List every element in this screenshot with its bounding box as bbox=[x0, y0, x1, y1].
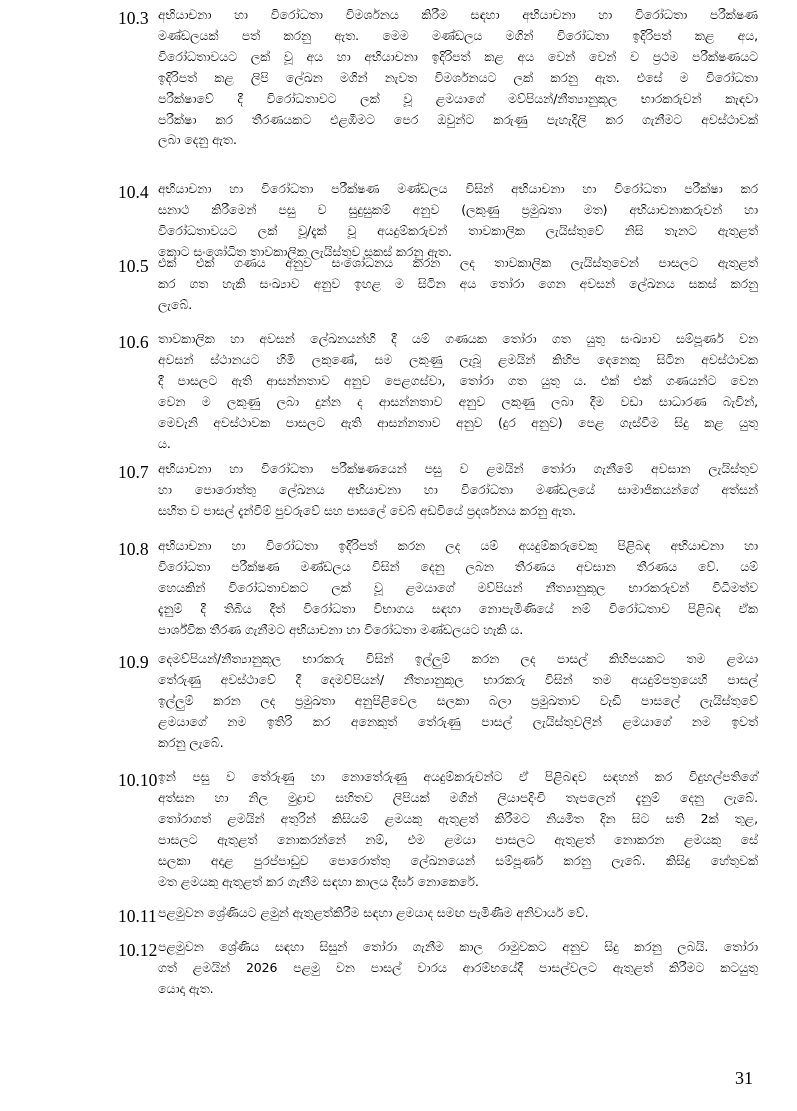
text-line: ඉන් පසු ව තේරුණු හා නොතේරුණු අයදුම්කරුවන්ට ඒ පිළිබඳව සඳහන් කර විදුහල්පතිගේ bbox=[158, 769, 758, 784]
text-line: පරීක්ෂාවේ දී විරෝධතාවට ලක් වූ ළමයාගේ මව්පියන්/නීත්‍යානුකූල භාරකරුවන් කැඳවා bbox=[158, 90, 758, 106]
paragraph-text bbox=[158, 649, 758, 754]
page-number: 31 bbox=[735, 1068, 753, 1088]
paragraph-number: 10.3 bbox=[118, 8, 149, 28]
paragraph-10-3 bbox=[118, 5, 758, 151]
paragraph-10-9 bbox=[118, 649, 758, 754]
paragraph-number: 10.6 bbox=[118, 332, 149, 352]
text-line: අභියාචනා හා විරෝධතා පරීක්ෂණයෙන් පසු ව ළමයින් තෝරා ගැනීමේ අවසාන ලැයිස්තුව bbox=[158, 461, 758, 476]
text-line: යොදා ඇත. bbox=[158, 980, 214, 996]
text-line: ඉල්ලුම් කරන ලද ප්‍රමුඛතා අනුපිළිවෙල සලකා බලා ප්‍රමුඛතාව වැඩි පාසලේ ලැයිස්තුවේ bbox=[158, 692, 758, 708]
text-line: සහිත ව පාසල් දැන්වීම් පුවරුවේ සහ පාසලේ වෙබ් අඩවියේ ප්‍රදර්ශනය කරනු ඇත. bbox=[158, 502, 576, 518]
text-line: තේරුණු අවස්ථාවේ දී දෙමව්පියන්/ නීත්‍යානුකූල භාරකරු විසින් තම අයදුම්පත්‍රයෙහි පාසල් bbox=[158, 671, 758, 687]
paragraph-10-6 bbox=[118, 329, 758, 454]
paragraph-10-10 bbox=[118, 767, 758, 892]
paragraph-number: 10.5 bbox=[118, 256, 149, 276]
paragraph-text bbox=[158, 937, 758, 1000]
text-line: කරනු ලැබේ. bbox=[158, 734, 224, 750]
paragraph-text bbox=[158, 5, 758, 151]
text-line: ගත් ළමයින් 2026 පළමු වන පාසල් වාරය ආරම්භයේදී පාසල්වලට ඇතුළත් කිරීමට කටයුතු bbox=[158, 959, 758, 975]
paragraph-10-4 bbox=[118, 179, 758, 263]
paragraph-number: 10.4 bbox=[118, 182, 149, 202]
text-line: ය. bbox=[158, 435, 171, 451]
paragraph-10-12 bbox=[118, 937, 758, 1000]
text-line: සලකා අදාළ පුරප්පාඩුව පොරොත්තු ලේඛනයෙන් සම්පූර්ණ කරනු ලැබේ. කිසිදු හේතුවක් bbox=[158, 852, 758, 868]
paragraph-text bbox=[158, 329, 758, 454]
text-line: මෙවැනි අවස්ථාවක පාසලට ඇති ආසන්නතාව අනුව (දුර අනුව) පෙළ ගැස්වීම සිදු කළ යුතු bbox=[158, 414, 758, 430]
paragraph-text bbox=[158, 536, 758, 641]
paragraph-number: 10.7 bbox=[118, 462, 149, 482]
paragraph-10-7 bbox=[118, 459, 758, 522]
text-line: දී පාසලට ඇති ආසන්නතාව අනුව පෙළගස්වා, තෝරා ගත යුතු ය. එක් එක් ගණයන්ට වෙන bbox=[158, 372, 758, 388]
text-line: ලබා දෙනු ඇත. bbox=[158, 132, 237, 148]
text-line: මණ්ඩලයක් පත් කරනු ඇත. මෙම මණ්ඩලය මගින් විරෝධතා ඉදිරිපත් කළ අය, bbox=[158, 27, 758, 43]
paragraph-10-11 bbox=[118, 903, 758, 924]
paragraph-number: 10.12 bbox=[118, 940, 158, 960]
paragraph-number: 10.10 bbox=[118, 770, 158, 790]
paragraph-number: 10.11 bbox=[118, 906, 157, 926]
paragraph-10-8 bbox=[118, 536, 758, 641]
text-line: අත්සන හා නිල මුද්‍රාව සහිතව ලිපියක් මගින් ලියාපදිංචි තැපලෙන් දැනුම් දෙනු ලැබේ. bbox=[158, 789, 758, 805]
text-line: අභියාචනා හා විරෝධතා ඉදිරිපත් කරන ලද යම් අයදුම්කරුවෙකු පිළිබඳ අභියාචනා හා bbox=[158, 538, 758, 553]
paragraph-text bbox=[158, 459, 758, 522]
paragraph-10-5 bbox=[118, 253, 758, 316]
text-line: හා පොරොත්තු ලේඛනය අභියාචනා හා විරෝධතා මණ්ඩලයේ සාමාජිකයන්ගේ අත්සන් bbox=[158, 481, 758, 497]
text-line: පාසලට ඇතුළත් නොකරන්නේ නම්, එම ළමයා පාසලට ඇතුළත් නොකරන ළමයකු සේ bbox=[158, 831, 758, 847]
text-line: ලැබේ. bbox=[158, 296, 193, 312]
text-line: මත ළමයකු ඇතුළත් කර ගැනීම සඳහා කාලය දීර්ඝ නොකෙරේ. bbox=[158, 873, 479, 889]
paragraph-text bbox=[158, 253, 758, 316]
text-line: පාර්ශ්වික තීරණ ගැනීමට අභියාචනා හා විරෝධතා මණ්ඩලයට හැකි ය. bbox=[158, 621, 524, 637]
text-line: පළමුවන ශ්‍රේණිය සඳහා සිසුන් තෝරා ගැනීම කාල රාමුවකට අනුව සිදු කරනු ලබයි. තෝරා bbox=[158, 939, 758, 954]
text-line: තාවකාලික හා අවසන් ලේඛනයන්හි දී යම් ගණයක තෝරා ගත යුතු සංඛ්‍යාව සම්පූර්ණ වන bbox=[158, 331, 758, 346]
text-line: විරෝධතා පරීක්ෂණ මණ්ඩලය විසින් දෙනු ලබන තීරණය අවසාන තීරණය වේ. යම් bbox=[158, 558, 758, 574]
paragraph-number: 10.9 bbox=[118, 652, 149, 672]
text-line: වෙන ම ලකුණු ලබා දුන්න ද ආසන්නතාව අනුව ලකුණු ලබා දීම වඩා සාධාරණ බැවින්, bbox=[158, 393, 758, 409]
text-line: විරෝධතාවයට ලක් වූ/දැක් වූ අයදුම්කරුවන් තාවකාලික ලැයිස්තුවේ නිසි තැනට ඇතුළත් bbox=[158, 222, 758, 238]
text-line: දෙමව්පියන්/නීත්‍යානුකූල භාරකරු විසින් ඉල්ලුම් කරන ලද පාසල් කිහිපයකට තම ළමයා bbox=[158, 651, 758, 666]
paragraph-text bbox=[158, 179, 758, 263]
text-line: හෙයකින් විරෝධතාවකට ලක් වූ ළමයාගේ මව්පියන් නීත්‍යානුකූල භාරකරුවන් විධිමත්ව bbox=[158, 579, 758, 595]
text-line: පළමුවන ශ්‍රේණියට ළමුන් ඇතුළත්කිරීම සඳහා ළමයාද සමඟ පැමිණීම අනිවාර්ය වේ. bbox=[158, 905, 589, 920]
text-line: තෝරාගත් ළමයින් අතුරින් කිසියම් ළමයකු ඇතුළත් කිරීමට නියමිත දින සිට සති 2ක් තුළ, bbox=[158, 810, 758, 826]
text-line: ඉදිරිපත් කළ ලිපි ලේඛන මගින් නැවත විමර්ශනයට ලක් කරනු ඇත. එසේ ම විරෝධතා bbox=[158, 69, 758, 85]
paragraph-text bbox=[158, 903, 758, 924]
text-line: අවසන් ස්ථානයට හිමි ලකුණේ, සම ලකුණු ලැබූ ළමයින් කිහිප දෙනෙකු සිටින අවස්ථාවක bbox=[158, 351, 758, 367]
text-line: සනාථ කිරීමෙන් පසු ව සුදුසුකම් අනුව (ලකුණු ප්‍රමුඛතා මත) අභියාචනාකරුවන් හා bbox=[158, 201, 758, 217]
text-line: දැනුම් දී තිබිය දීත් විරෝධතා විභාගය සඳහා නොපැමිණියේ නම් විරෝධතාව පිළිබඳ ඒක bbox=[158, 600, 758, 616]
text-line: කර ගත හැකි සංඛ්‍යාව අනුව ඉහළ ම සිටින අය තෝරා ගෙන අවසන් ලේඛනය සකස් කරනු bbox=[158, 275, 758, 291]
text-line: එක් එක් ගණය අනුව සංශෝධනය කරන ලද තාවකාලික ලැයිස්තුවෙන් පාසලට ඇතුළත් bbox=[158, 255, 758, 270]
paragraph-number: 10.8 bbox=[118, 539, 149, 559]
text-line: අභියාචනා හා විරෝධතා විමර්ශනය කිරීම සඳහා අභියාචනා හා විරෝධතා පරීක්ෂණ bbox=[158, 7, 758, 22]
text-line: පරීක්ෂා කර තීරණයකට එළඹීමට පෙර ඔවුන්ට කරුණු පැහැදිලි කර ගැනීමට අවස්ථාවක් bbox=[158, 111, 758, 127]
text-line: විරෝධතාවයට ලක් වූ අය හා අභියාචනා ඉදිරිපත් කළ අය වෙන් වෙන් ව ප්‍රථම පරීක්ෂණයට bbox=[158, 48, 758, 64]
text-line: ළමයාගේ නම ඉතිරි කර අනෙකුත් තේරුණු පාසල් ලැයිස්තුවලින් ළමයාගේ නම ඉවත් bbox=[158, 713, 758, 729]
text-line: කොට සංශෝධිත තාවකාලික ලැයිස්තුව සකස් කරනු ඇත. bbox=[158, 243, 452, 259]
paragraph-text bbox=[158, 767, 758, 892]
text-line: අභියාචනා හා විරෝධතා පරීක්ෂණ මණ්ඩලය විසින් අභියාචනා හා විරෝධතා පරීක්ෂා කර bbox=[158, 181, 758, 196]
